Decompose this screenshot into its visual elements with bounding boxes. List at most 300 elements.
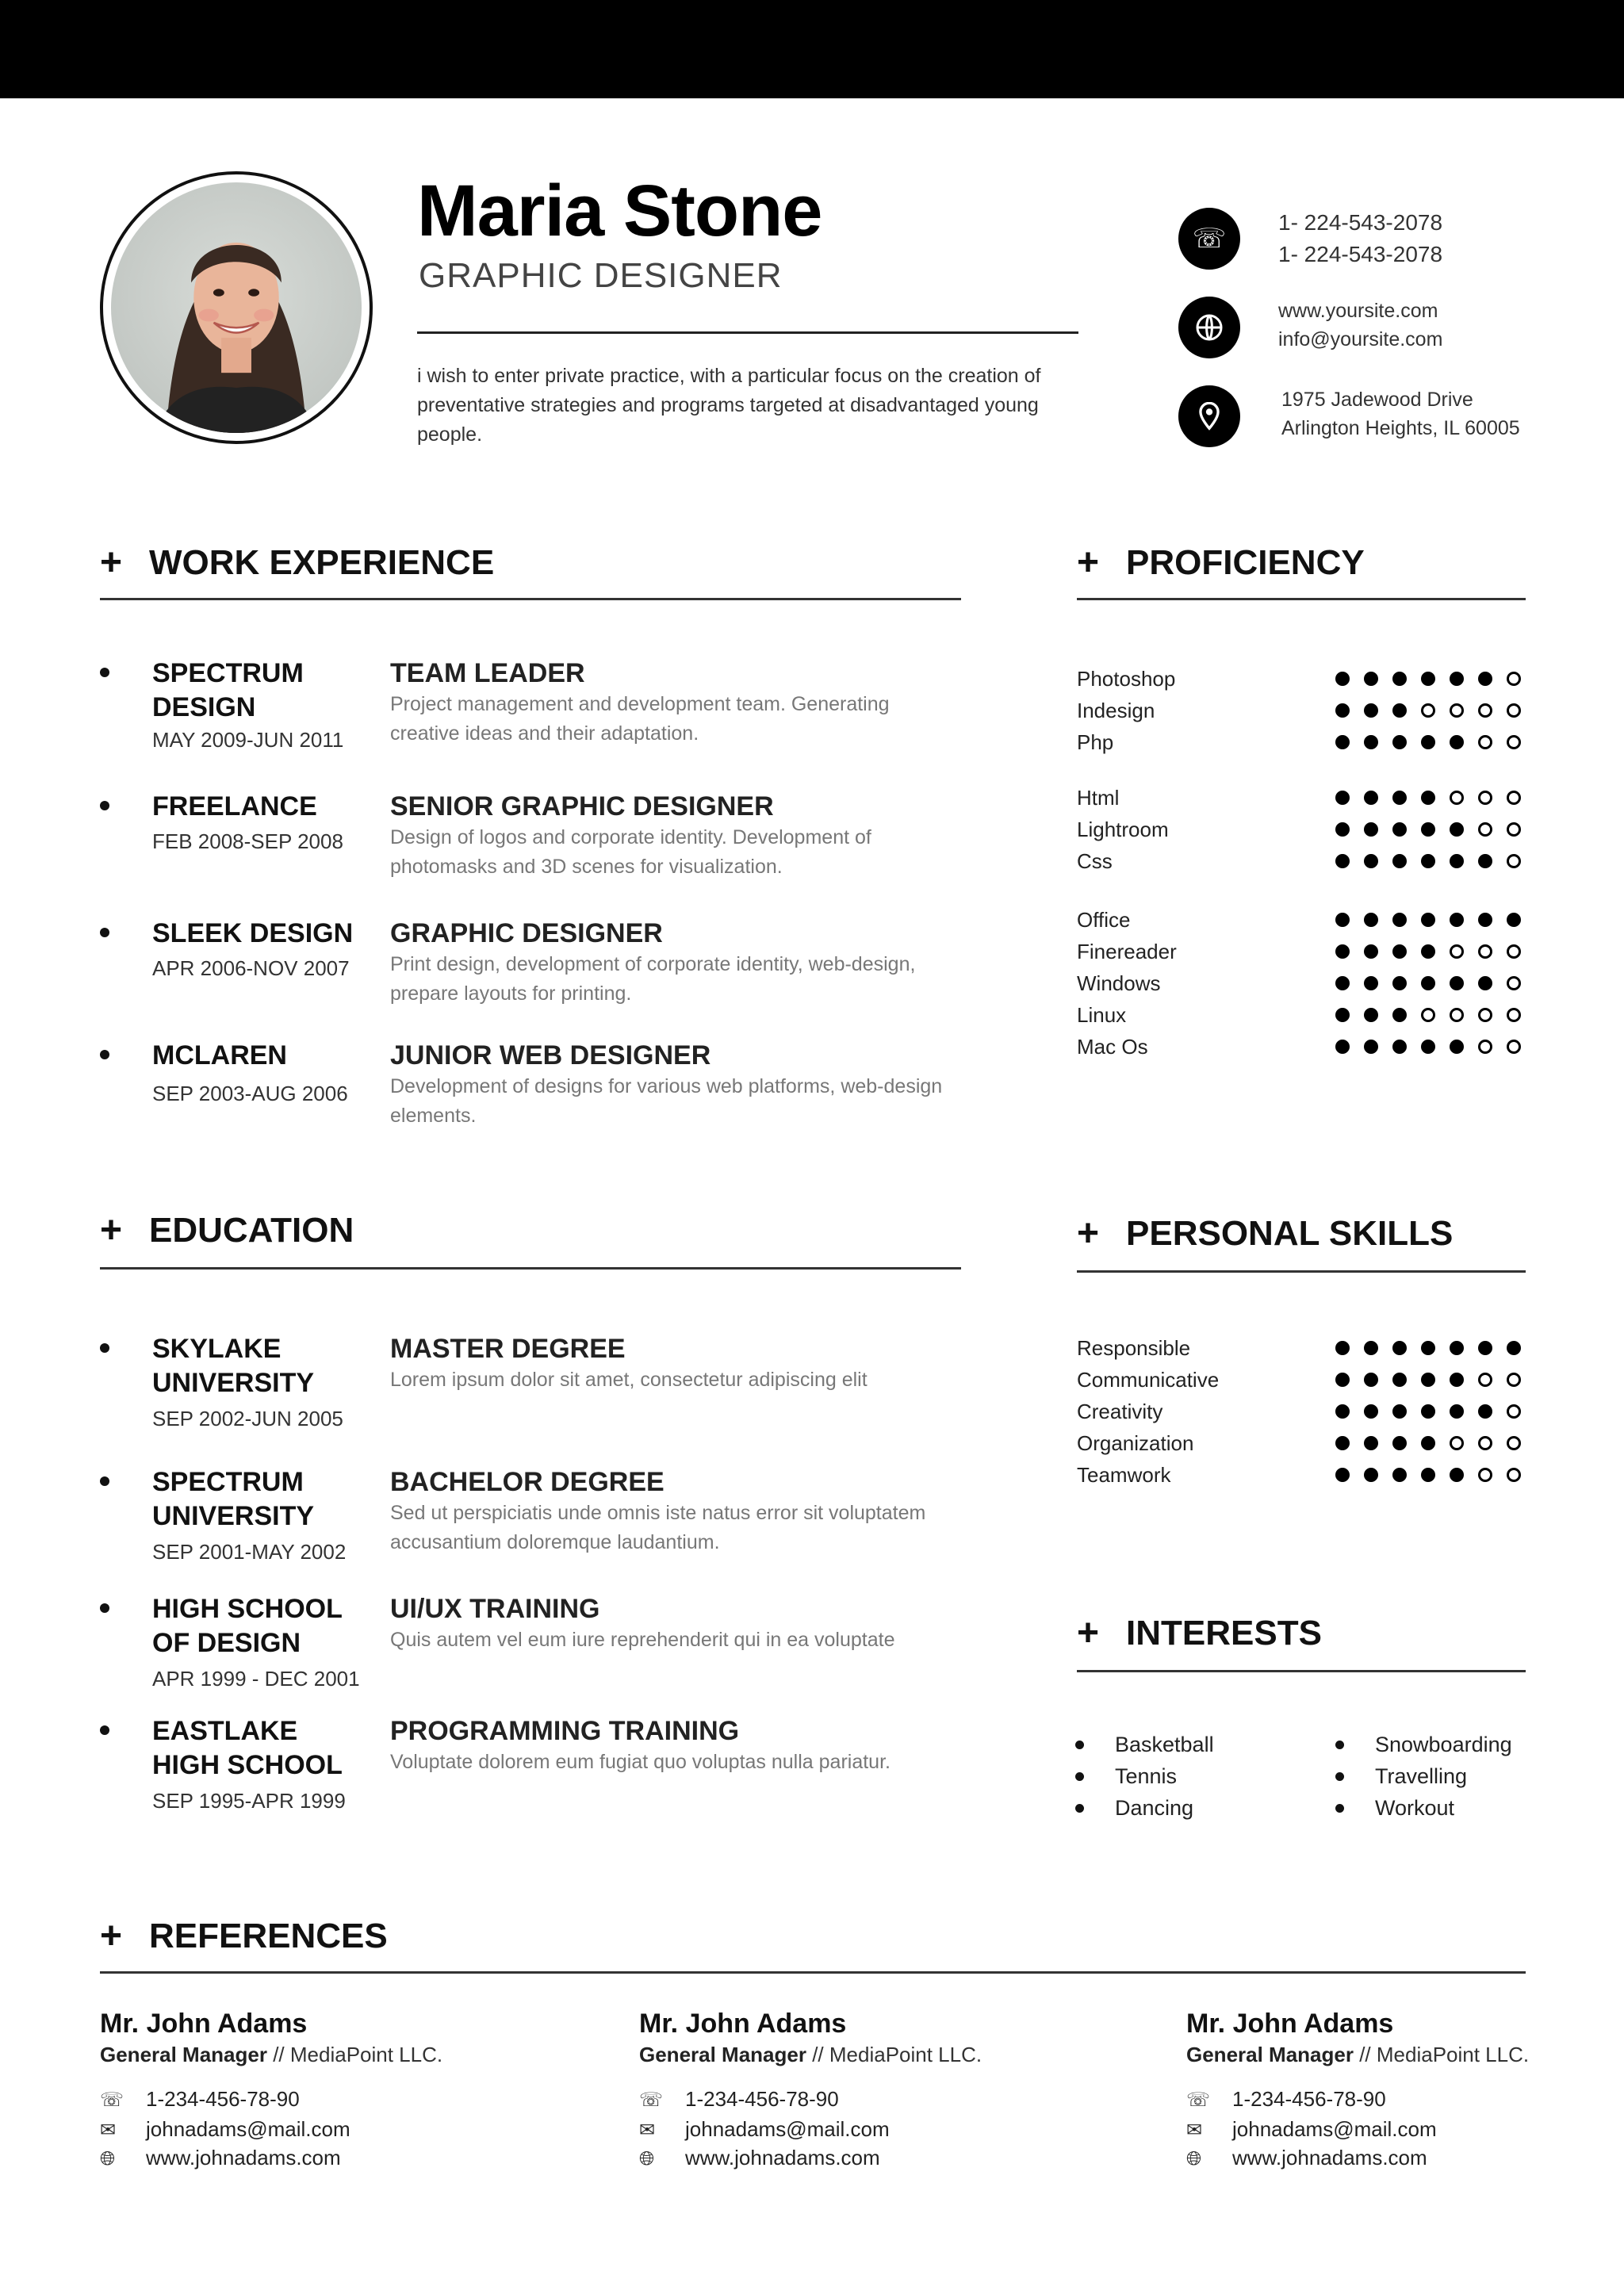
work-org: SLEEK DESIGN: [152, 918, 354, 948]
skill-rating: [1335, 1040, 1521, 1054]
work-item: [100, 790, 964, 885]
rating-dot-empty: [1507, 944, 1521, 959]
rating-dot-filled: [1450, 1404, 1464, 1419]
rating-dot-empty: [1478, 703, 1492, 718]
section-rule: [1077, 598, 1526, 600]
email-link[interactable]: info@yoursite.com: [1278, 328, 1443, 350]
skill-row: [1075, 1427, 1527, 1459]
section-rule: [1077, 1270, 1526, 1273]
globe-icon: [1178, 297, 1240, 358]
work-desc: Development of designs for various web platforms, web-design elements.: [390, 1075, 943, 1127]
rating-dot-empty: [1478, 1373, 1492, 1387]
rating-dot-filled: [1364, 1341, 1378, 1355]
candidate-role: GRAPHIC DESIGNER: [419, 256, 783, 295]
education-section-heading: [100, 1209, 961, 1269]
reference-web[interactable]: www.johnadams.com: [146, 2146, 341, 2170]
skill-row: [1075, 663, 1527, 695]
rating-dot-empty: [1450, 1436, 1464, 1450]
rating-dot-empty: [1478, 1040, 1492, 1054]
skill-row: [1075, 1031, 1527, 1063]
skill-row: [1075, 1459, 1527, 1491]
reference-company: // MediaPoint LLC.: [806, 2043, 982, 2066]
skill-rating: [1335, 944, 1521, 959]
skill-rating: [1335, 1468, 1521, 1482]
envelope-icon: ✉: [639, 2120, 656, 2141]
envelope-icon: ✉: [1186, 2120, 1203, 2141]
education-org: HIGH SCHOOL OF DESIGN: [152, 1594, 343, 1658]
rating-dot-filled: [1421, 672, 1435, 686]
rating-dot-filled: [1421, 1373, 1435, 1387]
work-org: MCLAREN: [152, 1040, 287, 1070]
reference-phone: 1-234-456-78-90: [1232, 2087, 1386, 2111]
skill-label: Lightroom: [1077, 818, 1169, 841]
education-org: EASTLAKE HIGH SCHOOL: [152, 1716, 343, 1780]
reference-position: General Manager: [100, 2043, 267, 2066]
rating-dot-filled: [1392, 1404, 1407, 1419]
bullet: [100, 1343, 109, 1353]
reference-name: Mr. John Adams: [100, 2009, 308, 2039]
rating-dot-filled: [1335, 703, 1350, 718]
rating-dot-filled: [1421, 1040, 1435, 1054]
rating-dot-filled: [1335, 822, 1350, 837]
rating-dot-filled: [1392, 791, 1407, 805]
skill-label: Windows: [1077, 971, 1161, 995]
rating-dot-filled: [1478, 672, 1492, 686]
work-date: MAY 2009-JUN 2011: [152, 728, 344, 752]
work-desc: Print design, development of corporate identity, web-design, prepare layouts for printing.: [390, 953, 916, 1005]
skill-label: Organization: [1077, 1431, 1194, 1455]
rating-dot-filled: [1421, 854, 1435, 868]
skill-row: [1075, 904, 1527, 936]
reference-email[interactable]: johnadams@mail.com: [146, 2117, 350, 2141]
rating-dot-empty: [1478, 1008, 1492, 1022]
rating-dot-filled: [1392, 672, 1407, 686]
skill-row: [1075, 726, 1527, 758]
rating-dot-empty: [1507, 976, 1521, 990]
bullet: [1335, 1772, 1344, 1781]
bullet: [1335, 1741, 1344, 1749]
rating-dot-filled: [1364, 1008, 1378, 1022]
rating-dot-empty: [1507, 1468, 1521, 1482]
education-title: MASTER DEGREE: [390, 1334, 626, 1364]
skill-label: Php: [1077, 730, 1114, 754]
rating-dot-filled: [1335, 1008, 1350, 1022]
skill-row: [1075, 999, 1527, 1031]
phone-icon: ☏: [639, 2089, 664, 2111]
education-desc: Sed ut perspiciatis unde omnis iste natus error sit voluptatem accusantium doloremque laudantium.: [390, 1502, 926, 1553]
rating-dot-filled: [1421, 822, 1435, 837]
education-org: SPECTRUM UNIVERSITY: [152, 1467, 315, 1531]
contact-phone: [1178, 208, 1591, 271]
skill-label: Mac Os: [1077, 1035, 1148, 1059]
education-desc: Quis autem vel eum iure reprehenderit qui in ea voluptate: [390, 1629, 895, 1651]
plus-icon: +: [1077, 1212, 1100, 1254]
plus-icon: +: [100, 1209, 123, 1251]
work-item: [100, 917, 964, 1012]
globe-icon: 🌐︎: [100, 2148, 116, 2170]
education-title: UI/UX TRAINING: [390, 1594, 600, 1624]
education-date: SEP 2001-MAY 2002: [152, 1540, 347, 1564]
skill-label: Creativity: [1077, 1400, 1163, 1423]
skill-rating: [1335, 976, 1521, 990]
phone-icon: ☏: [100, 2089, 124, 2111]
reference-name: Mr. John Adams: [1186, 2009, 1394, 2039]
interests-section-heading: [1077, 1614, 1526, 1672]
rating-dot-filled: [1478, 976, 1492, 990]
rating-dot-filled: [1364, 944, 1378, 959]
rating-dot-filled: [1421, 944, 1435, 959]
rating-dot-filled: [1392, 913, 1407, 927]
reference-phone: 1-234-456-78-90: [685, 2087, 839, 2111]
rating-dot-filled: [1335, 944, 1350, 959]
rating-dot-filled: [1392, 1468, 1407, 1482]
globe-icon: 🌐︎: [639, 2148, 655, 2170]
rating-dot-filled: [1364, 1040, 1378, 1054]
rating-dot-filled: [1335, 1404, 1350, 1419]
rating-dot-filled: [1335, 672, 1350, 686]
section-rule: [100, 1971, 1526, 1974]
interest-label: Snowboarding: [1375, 1733, 1512, 1756]
rating-dot-filled: [1421, 1468, 1435, 1482]
header-divider: [417, 331, 1078, 334]
rating-dot-filled: [1335, 1436, 1350, 1450]
rating-dot-filled: [1450, 822, 1464, 837]
bullet: [100, 668, 109, 677]
bullet: [100, 1050, 109, 1059]
rating-dot-filled: [1450, 976, 1464, 990]
rating-dot-empty: [1507, 1404, 1521, 1419]
reference-title: [639, 2043, 982, 2067]
rating-dot-filled: [1450, 854, 1464, 868]
rating-dot-filled: [1478, 1404, 1492, 1419]
rating-dot-filled: [1478, 1341, 1492, 1355]
reference-position: General Manager: [639, 2043, 806, 2066]
skill-rating: [1335, 1404, 1521, 1419]
rating-dot-filled: [1392, 735, 1407, 749]
rating-dot-empty: [1507, 822, 1521, 837]
rating-dot-empty: [1421, 1008, 1435, 1022]
work-title: TEAM LEADER: [390, 658, 585, 688]
section-title: EDUCATION: [149, 1211, 354, 1250]
bullet: [1335, 1804, 1344, 1813]
rating-dot-filled: [1335, 791, 1350, 805]
bullet: [1075, 1772, 1084, 1781]
reference-web[interactable]: www.johnadams.com: [1232, 2146, 1427, 2170]
bullet: [1075, 1804, 1084, 1813]
reference-email-row: [1186, 2117, 1437, 2142]
reference-position: General Manager: [1186, 2043, 1354, 2066]
rating-dot-filled: [1421, 1436, 1435, 1450]
rating-dot-filled: [1364, 735, 1378, 749]
rating-dot-filled: [1421, 1404, 1435, 1419]
education-desc: Voluptate dolorem eum fugiat quo voluptas nulla pariatur.: [390, 1751, 891, 1773]
rating-dot-filled: [1392, 1436, 1407, 1450]
proficiency-section-heading: [1077, 544, 1526, 601]
rating-dot-empty: [1507, 1008, 1521, 1022]
reference-phone-row: [639, 2087, 839, 2112]
rating-dot-filled: [1364, 822, 1378, 837]
rating-dot-empty: [1450, 1008, 1464, 1022]
work-date: SEP 2003-AUG 2006: [152, 1082, 348, 1105]
skill-rating: [1335, 1008, 1521, 1022]
phone-icon: ☏: [1186, 2089, 1211, 2111]
reference-email[interactable]: johnadams@mail.com: [685, 2117, 890, 2141]
skill-label: Teamwork: [1077, 1463, 1171, 1487]
interest-label: Dancing: [1115, 1796, 1194, 1820]
rating-dot-filled: [1364, 976, 1378, 990]
objective-text: i wish to enter private practice, with a particular focus on the creation of preventative strategies and programs targeted at disadvantaged young people.: [417, 365, 1041, 446]
contact-address: [1178, 385, 1622, 449]
interest-label: Basketball: [1115, 1733, 1214, 1756]
rating-dot-filled: [1364, 703, 1378, 718]
envelope-icon: ✉: [100, 2120, 117, 2141]
reference-company: // MediaPoint LLC.: [266, 2043, 443, 2066]
section-rule: [100, 598, 961, 600]
skill-label: Office: [1077, 908, 1131, 932]
section-rule: [1077, 1670, 1526, 1672]
skill-rating: [1335, 1341, 1521, 1355]
skill-row: [1075, 1332, 1527, 1364]
work-org: SPECTRUM DESIGN: [152, 658, 304, 722]
interest-label: Tennis: [1115, 1764, 1178, 1788]
rating-dot-filled: [1335, 976, 1350, 990]
rating-dot-filled: [1364, 1436, 1378, 1450]
skill-row: [1075, 936, 1527, 967]
rating-dot-filled: [1364, 1468, 1378, 1482]
rating-dot-empty: [1478, 735, 1492, 749]
education-item: [100, 1714, 964, 1825]
rating-dot-empty: [1478, 791, 1492, 805]
education-item: [100, 1592, 964, 1703]
rating-dot-filled: [1450, 1040, 1464, 1054]
rating-dot-empty: [1478, 944, 1492, 959]
work-title: SENIOR GRAPHIC DESIGNER: [390, 791, 774, 821]
skill-label: Indesign: [1077, 699, 1155, 722]
skill-rating: [1335, 913, 1521, 927]
rating-dot-empty: [1450, 703, 1464, 718]
work-desc: Design of logos and corporate identity. Development of photomasks and 3D scenes for visualization.: [390, 826, 871, 878]
work-org: FREELANCE: [152, 791, 317, 821]
rating-dot-filled: [1364, 1404, 1378, 1419]
skill-row: [1075, 782, 1527, 814]
rating-dot-filled: [1364, 913, 1378, 927]
section-title: REFERENCES: [149, 1917, 388, 1955]
rating-dot-filled: [1450, 672, 1464, 686]
section-title: WORK EXPERIENCE: [149, 543, 495, 582]
skill-row: [1075, 1396, 1527, 1427]
bullet: [100, 928, 109, 937]
work-experience-section-heading: [100, 544, 961, 601]
education-title: BACHELOR DEGREE: [390, 1467, 665, 1497]
reference-web-row: [1186, 2146, 1427, 2170]
bullet: [100, 801, 109, 810]
reference-email[interactable]: johnadams@mail.com: [1232, 2117, 1437, 2141]
rating-dot-filled: [1450, 1373, 1464, 1387]
reference-phone: 1-234-456-78-90: [146, 2087, 300, 2111]
rating-dot-filled: [1364, 672, 1378, 686]
work-item: [100, 657, 964, 768]
skill-label: Responsible: [1077, 1336, 1191, 1360]
rating-dot-filled: [1450, 735, 1464, 749]
reference-phone-row: [100, 2087, 300, 2112]
plus-icon: +: [1077, 1612, 1100, 1654]
reference-phone-row: [1186, 2087, 1386, 2112]
work-title: GRAPHIC DESIGNER: [390, 918, 663, 948]
candidate-name: Maria Stone: [417, 170, 822, 251]
education-item: [100, 1332, 964, 1443]
skill-label: Linux: [1077, 1003, 1127, 1027]
rating-dot-filled: [1392, 1008, 1407, 1022]
section-title: INTERESTS: [1126, 1614, 1322, 1653]
rating-dot-empty: [1507, 1040, 1521, 1054]
rating-dot-filled: [1421, 976, 1435, 990]
rating-dot-empty: [1507, 672, 1521, 686]
interest-label: Travelling: [1375, 1764, 1468, 1788]
rating-dot-filled: [1421, 735, 1435, 749]
personal-skills-section-heading: [1077, 1212, 1526, 1272]
rating-dot-filled: [1507, 1341, 1521, 1355]
rating-dot-empty: [1450, 944, 1464, 959]
plus-icon: +: [100, 1915, 123, 1957]
education-desc: Lorem ipsum dolor sit amet, consectetur adipiscing elit: [390, 1369, 868, 1391]
globe-icon: 🌐︎: [1186, 2148, 1202, 2170]
profile-photo: [100, 171, 373, 444]
bullet: [100, 1476, 109, 1486]
rating-dot-filled: [1392, 822, 1407, 837]
phone-2: 1- 224-543-2078: [1278, 242, 1443, 266]
top-black-bar: [0, 0, 1624, 98]
skill-label: Finereader: [1077, 940, 1177, 963]
reference-title: [1186, 2043, 1529, 2067]
education-title: PROGRAMMING TRAINING: [390, 1716, 740, 1746]
reference-email-row: [639, 2117, 890, 2142]
rating-dot-filled: [1507, 913, 1521, 927]
rating-dot-filled: [1392, 703, 1407, 718]
rating-dot-filled: [1364, 854, 1378, 868]
rating-dot-filled: [1450, 1341, 1464, 1355]
skill-row: [1075, 1364, 1527, 1396]
rating-dot-filled: [1335, 735, 1350, 749]
education-date: SEP 1995-APR 1999: [152, 1789, 346, 1813]
reference-web-row: [100, 2146, 341, 2170]
phone-1: 1- 224-543-2078: [1278, 210, 1443, 235]
rating-dot-empty: [1478, 1468, 1492, 1482]
reference-title: [100, 2043, 442, 2067]
rating-dot-empty: [1507, 1373, 1521, 1387]
rating-dot-filled: [1392, 944, 1407, 959]
work-date: FEB 2008-SEP 2008: [152, 829, 343, 853]
rating-dot-filled: [1364, 791, 1378, 805]
skill-label: Html: [1077, 786, 1120, 810]
skill-row: [1075, 695, 1527, 726]
references-section-heading: [100, 1917, 1526, 1974]
education-org: SKYLAKE UNIVERSITY: [152, 1334, 315, 1398]
address-line-1: 1975 Jadewood Drive: [1281, 389, 1473, 411]
rating-dot-filled: [1364, 1373, 1378, 1387]
rating-dot-filled: [1392, 1373, 1407, 1387]
rating-dot-empty: [1478, 1436, 1492, 1450]
rating-dot-filled: [1392, 1341, 1407, 1355]
plus-icon: +: [1077, 542, 1100, 584]
skill-row: [1075, 967, 1527, 999]
rating-dot-empty: [1507, 735, 1521, 749]
education-date: APR 1999 - DEC 2001: [152, 1667, 360, 1691]
skill-label: Photoshop: [1077, 667, 1176, 691]
skill-row: [1075, 814, 1527, 845]
rating-dot-filled: [1450, 913, 1464, 927]
bullet: [100, 1725, 109, 1735]
skill-label: Communicative: [1077, 1368, 1220, 1392]
plus-icon: +: [100, 542, 123, 584]
rating-dot-filled: [1421, 1341, 1435, 1355]
rating-dot-empty: [1507, 703, 1521, 718]
education-date: SEP 2002-JUN 2005: [152, 1407, 343, 1430]
skill-rating: [1335, 854, 1521, 868]
work-item: [100, 1039, 964, 1134]
education-item: [100, 1465, 964, 1576]
skill-rating: [1335, 822, 1521, 837]
rating-dot-filled: [1392, 854, 1407, 868]
website-link[interactable]: www.yoursite.com: [1278, 300, 1438, 322]
skill-rating: [1335, 791, 1521, 805]
rating-dot-empty: [1507, 791, 1521, 805]
rating-dot-filled: [1335, 1040, 1350, 1054]
contact-web: [1178, 297, 1591, 360]
skill-rating: [1335, 1436, 1521, 1450]
address-line-2: Arlington Heights, IL 60005: [1281, 417, 1520, 439]
skill-rating: [1335, 735, 1521, 749]
section-rule: [100, 1267, 961, 1270]
rating-dot-empty: [1421, 703, 1435, 718]
interest-label: Workout: [1375, 1796, 1455, 1820]
skill-rating: [1335, 672, 1521, 686]
work-date: APR 2006-NOV 2007: [152, 956, 350, 980]
rating-dot-filled: [1392, 976, 1407, 990]
skill-rating: [1335, 703, 1521, 718]
reference-web-row: [639, 2146, 880, 2170]
rating-dot-empty: [1507, 854, 1521, 868]
reference-email-row: [100, 2117, 350, 2142]
work-desc: Project management and development team. Generating creative ideas and their adaptation.: [390, 693, 890, 745]
section-title: PERSONAL SKILLS: [1126, 1214, 1454, 1253]
rating-dot-filled: [1392, 1040, 1407, 1054]
reference-company: // MediaPoint LLC.: [1353, 2043, 1530, 2066]
rating-dot-filled: [1450, 1468, 1464, 1482]
rating-dot-empty: [1450, 791, 1464, 805]
skill-row: [1075, 845, 1527, 877]
skill-label: Css: [1077, 849, 1113, 873]
rating-dot-filled: [1335, 1468, 1350, 1482]
rating-dot-filled: [1335, 1341, 1350, 1355]
location-pin-icon: [1178, 385, 1240, 447]
rating-dot-filled: [1335, 1373, 1350, 1387]
rating-dot-filled: [1421, 913, 1435, 927]
reference-web[interactable]: www.johnadams.com: [685, 2146, 880, 2170]
rating-dot-filled: [1478, 913, 1492, 927]
skill-rating: [1335, 1373, 1521, 1387]
work-title: JUNIOR WEB DESIGNER: [390, 1040, 711, 1070]
section-title: PROFICIENCY: [1126, 543, 1365, 582]
bullet: [100, 1603, 109, 1613]
bullet: [1075, 1741, 1084, 1749]
reference-name: Mr. John Adams: [639, 2009, 847, 2039]
rating-dot-empty: [1478, 822, 1492, 837]
rating-dot-filled: [1478, 854, 1492, 868]
rating-dot-filled: [1335, 913, 1350, 927]
rating-dot-filled: [1421, 791, 1435, 805]
rating-dot-filled: [1335, 854, 1350, 868]
rating-dot-empty: [1507, 1436, 1521, 1450]
